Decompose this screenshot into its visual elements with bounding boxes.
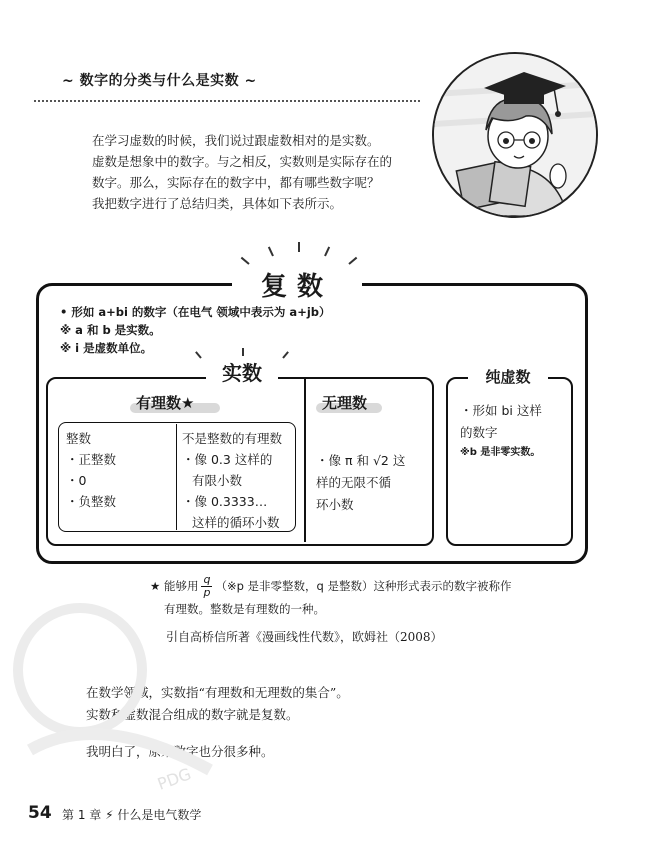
fraction-q-over-p (201, 574, 212, 599)
closing-remark: 我明白了，原来数字也分很多种。 (86, 744, 274, 759)
irrational-description (316, 450, 424, 516)
real-number-title: 实数 (206, 358, 278, 388)
non-integer-item: ・像 0.3333… (182, 494, 268, 509)
footnote-line-2: 有理数。整数是有理数的一种。 (164, 602, 325, 616)
title-burst-rays (230, 240, 370, 270)
conclusion-line: 在数学领域，实数指“有理数和无理数的集合”。 (86, 685, 349, 700)
pure-imaginary-note: ※b 是非零实数。 (460, 447, 541, 458)
pdg-watermark-seal (10, 600, 240, 820)
watermark-drawing (10, 600, 240, 820)
rational-inner-divider (176, 424, 177, 530)
pure-imaginary-description (460, 400, 568, 444)
integer-item: ・负整数 (66, 494, 117, 509)
definition-note: • 形如 a+bi 的数字（在电气 领域中表示为 a+jb） (60, 305, 331, 319)
section-title: ~ 数字的分类与什么是实数 ~ (62, 73, 257, 89)
real-title-burst (196, 348, 288, 358)
watermark-text: PDG (154, 764, 194, 794)
footnote-prefix: ★ 能够用 (150, 579, 199, 593)
professor-avatar-illustration (432, 52, 598, 218)
definition-note: ※ i 是虚数单位。 (60, 341, 153, 355)
intro-line: 我把数字进行了总结归类，具体如下表所示。 (92, 196, 343, 211)
source-citation: 引自高桥信所著《漫画线性代数》，欧姆社（2008） (166, 630, 443, 644)
rational-number-label: 有理数★ (136, 394, 195, 412)
intro-line: 数字。那么，实际存在的数字中，都有哪些数字呢？ (92, 175, 380, 190)
integer-item: ・0 (66, 473, 87, 488)
non-integer-item: 有限小数 (192, 473, 243, 488)
non-integer-item: 这样的循环小数 (192, 515, 280, 530)
fraction-denominator: p (203, 586, 211, 599)
complex-number-title: 复数 (232, 268, 362, 306)
irrational-number-label: 无理数 (322, 394, 368, 412)
irrational-line: 样的无限不循 (316, 475, 392, 490)
irrational-line: ・像 π 和 √2 这 (316, 453, 406, 468)
definition-note: ※ a 和 b 是实数。 (60, 323, 161, 337)
non-integer-rational-column (182, 428, 282, 533)
conclusion-line: 实数和虚数混合组成的数字就是复数。 (86, 707, 299, 722)
title-dotted-divider (34, 100, 420, 102)
page-number: 54 (28, 803, 52, 823)
intro-line: 在学习虚数的时候，我们说过跟虚数相对的是实数。 (92, 133, 380, 148)
footnote-rest: （※p 是非零整数，q 是整数）这种形式表示的数字被称作 (215, 579, 512, 593)
chapter-label: 第 1 章 ⚡ 什么是电气数学 (62, 808, 202, 822)
fraction-numerator: q (203, 573, 211, 586)
irrational-line: 环小数 (316, 497, 354, 512)
integer-item: ・正整数 (66, 452, 117, 467)
intro-paragraph (92, 130, 422, 214)
integers-column (66, 428, 116, 512)
character-drawing (434, 54, 596, 216)
non-integer-item: ・像 0.3 这样的 (182, 452, 273, 467)
pure-imaginary-title: 纯虚数 (468, 366, 548, 387)
footnote-line-1 (150, 574, 570, 599)
intro-line: 虚数是想象中的数字。与之相反，实数则是实际存在的 (92, 154, 393, 169)
imag-line: 的数字 (460, 425, 498, 440)
rational-irrational-divider (304, 379, 306, 542)
non-integer-heading: 不是整数的有理数 (182, 431, 283, 446)
integers-heading: 整数 (66, 431, 92, 446)
imag-line: ・形如 bi 这样 (460, 403, 542, 418)
